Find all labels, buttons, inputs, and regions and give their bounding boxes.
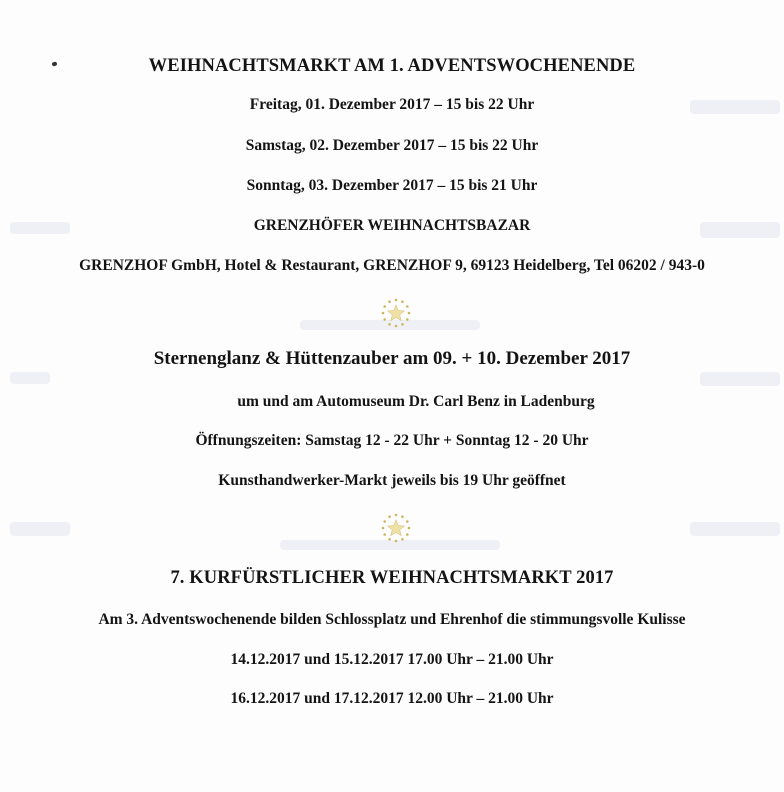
section2-market: Kunsthandwerker-Markt jeweils bis 19 Uhr geöffnet — [218, 472, 566, 489]
section2-hours: Öffnungszeiten: Samstag 12 - 22 Uhr + Sonntag 12 - 20 Uhr — [195, 432, 589, 449]
section1-title: WEIHNACHTSMARKT AM 1. ADVENTSWOCHENENDE — [148, 56, 636, 76]
section2-location: um und am Automuseum Dr. Carl Benz in Ladenburg — [237, 393, 595, 410]
section3-dates-first: 14.12.2017 und 15.12.2017 17.00 Uhr – 21.00 Uhr — [230, 651, 554, 668]
section3-intro: Am 3. Adventswochenende bilden Schlossplatz und Ehrenhof die stimmungsvolle Kulisse — [98, 611, 686, 628]
section1-date-friday: Freitag, 01. Dezember 2017 – 15 bis 22 Uhr — [249, 96, 535, 113]
section3-dates-second: 16.12.2017 und 17.12.2017 12.00 Uhr – 21.00 Uhr — [230, 690, 554, 707]
section1-date-sunday: Sonntag, 03. Dezember 2017 – 15 bis 21 Uhr — [246, 177, 538, 194]
section1-subtitle: GRENZHÖFER WEIHNACHTSBAZAR — [253, 217, 531, 234]
section1-address: GRENZHOF GmbH, Hotel & Restaurant, GRENZHOF 9, 69123 Heidelberg, Tel 06202 / 943-0 — [79, 257, 705, 274]
star-wreath-icon — [379, 296, 413, 330]
section3-title: 7. KURFÜRSTLICHER WEIHNACHTSMARKT 2017 — [170, 568, 614, 588]
star-wreath-icon — [379, 511, 413, 545]
section2-title: Sternenglanz & Hüttenzauber am 09. + 10. Dezember 2017 — [153, 348, 631, 369]
section1-date-saturday: Samstag, 02. Dezember 2017 – 15 bis 22 Uhr — [245, 137, 539, 154]
